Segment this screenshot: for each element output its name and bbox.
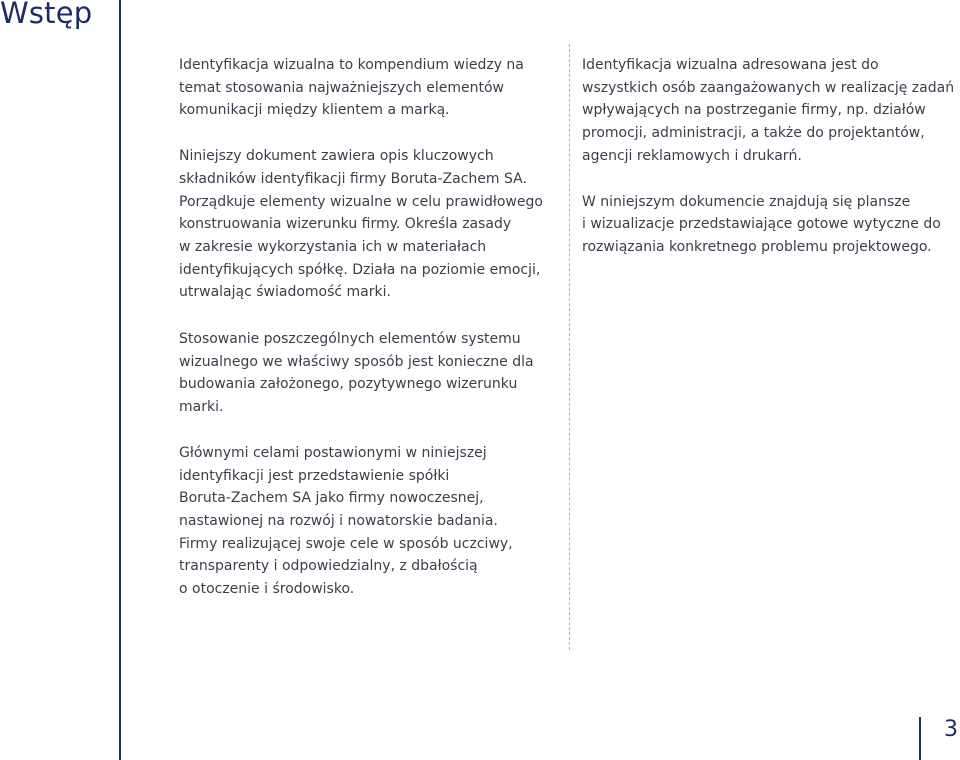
paragraph-document-description: Niniejszy dokument zawiera opis kluczowych składników identyfikacji firmy Boruta-Zachem SA. Porządkuje elementy wizualne w celu prawidłowego konstruowania wizerunku firmy. Określa zasady w zakresie wykorzystania ich w materiałach identyfikujących spółkę. Działa na poziomie emocji, utrwalając świadomość marki. [179, 148, 543, 301]
paragraph-main-goals: Głównymi celami postawionymi w niniejszej identyfikacji jest przedstawienie spółki Boruta-Zachem SA jako firmy nowoczesnej, nastawionej na rozwój i nowatorskie badania. Firmy realizującej swoje cele w sposób uczciwy, transparenty i odpowiedzialny, z dbałością o otoczenie i środowisko. [179, 444, 513, 598]
page-number: 3 [944, 717, 958, 742]
paragraph-system-usage: Stosowanie poszczególnych elementów systemu wizualnego we właściwy sposób jest konieczne dla budowania założonego, pozytywnego wizerunku marki. [179, 331, 534, 416]
title-divider-line [119, 0, 121, 760]
page-title: Wstęp [0, 0, 93, 30]
page-number-bar [919, 717, 921, 760]
column-separator-dotted [569, 44, 570, 650]
paragraph-intro: Identyfikacja wizualna to kompendium wiedzy na temat stosowania najważniejszych elementów komunikacji między klientem a marką. [179, 57, 524, 119]
left-text-column [179, 54, 551, 601]
right-text-column [582, 54, 958, 259]
paragraph-boards: W niniejszym dokumencie znajdują się plansze i wizualizacje przedstawiające gotowe wytyczne do rozwiązania konkretnego problemu projektowego. [582, 193, 941, 255]
paragraph-audience: Identyfikacja wizualna adresowana jest do wszystkich osób zaangażowanych w realizację zadań wpływających na postrzeganie firmy, np. działów promocji, administracji, a także do projektantów, agencji reklamowych i drukarń. [582, 57, 955, 164]
